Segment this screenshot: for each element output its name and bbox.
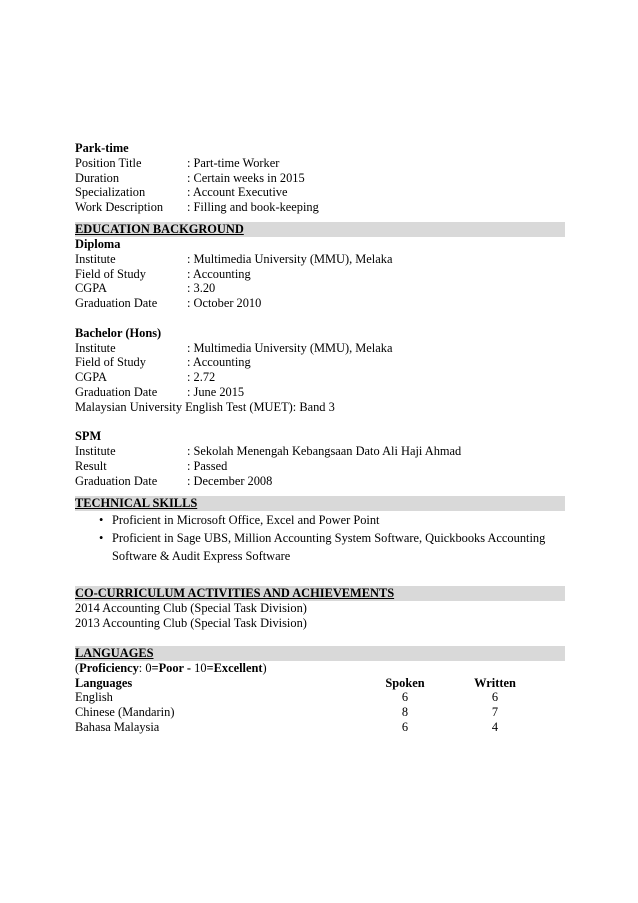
parttime-heading: Park-time xyxy=(75,141,129,155)
row-value: : June 2015 xyxy=(187,384,245,399)
header-written: Written xyxy=(474,675,516,690)
row-label: Field of Study xyxy=(75,266,146,281)
row-label: Institute xyxy=(75,444,116,459)
row-label: Graduation Date xyxy=(75,384,158,399)
parttime-row-position xyxy=(75,156,565,171)
row-label: Graduation Date xyxy=(75,473,158,488)
bachelor-row-graduation xyxy=(75,385,565,400)
row-value: : Multimedia University (MMU), Melaka xyxy=(187,251,393,266)
row-label: CGPA xyxy=(75,281,107,296)
language-name: Chinese (Mandarin) xyxy=(75,705,175,720)
row-value: : Accounting xyxy=(187,355,251,370)
row-value: : Passed xyxy=(187,458,228,473)
spm-row-result xyxy=(75,459,565,474)
bachelor-row-cgpa xyxy=(75,370,565,385)
row-value: : Account Executive xyxy=(187,185,288,200)
row-label: Duration xyxy=(75,170,120,185)
row-label: Institute xyxy=(75,340,116,355)
row-value: : Multimedia University (MMU), Melaka xyxy=(187,340,393,355)
row-label: Result xyxy=(75,458,107,473)
row-value: : Part-time Worker xyxy=(187,155,280,170)
row-value: : December 2008 xyxy=(187,473,273,488)
spm-row-graduation xyxy=(75,474,565,489)
header-spoken: Spoken xyxy=(385,675,425,690)
row-value: : Filling and book-keeping xyxy=(187,200,319,215)
parttime-row-description xyxy=(75,200,565,215)
skills-item-continuation: Software & Audit Express Software xyxy=(112,548,291,563)
row-label: Position Title xyxy=(75,155,142,170)
row-value: : Certain weeks in 2015 xyxy=(187,170,305,185)
cocurriculum-section-title: CO-CURRICULUM ACTIVITIES AND ACHIEVEMENTS xyxy=(75,586,565,601)
languages-header-row xyxy=(75,676,565,691)
row-label: Specialization xyxy=(75,185,146,200)
bachelor-heading: Bachelor (Hons) xyxy=(75,325,162,340)
language-spoken: 6 xyxy=(401,690,409,705)
education-section-title: EDUCATION BACKGROUND xyxy=(75,222,565,237)
diploma-heading: Diploma xyxy=(75,236,121,251)
table-row xyxy=(75,720,565,735)
resume-content xyxy=(75,141,565,735)
parttime-row-specialization xyxy=(75,185,565,200)
row-value: : 2.72 xyxy=(187,370,216,385)
language-written: 7 xyxy=(491,705,499,720)
row-value: : Accounting xyxy=(187,266,251,281)
proficiency-legend: (Proficiency: 0=Poor - 10=Excellent) xyxy=(75,660,267,675)
diploma-row-cgpa xyxy=(75,281,565,296)
language-spoken: 6 xyxy=(401,719,409,734)
table-row xyxy=(75,690,565,705)
row-value: : Sekolah Menengah Kebangsaan Dato Ali Haji Ahmad xyxy=(187,444,462,459)
parttime-row-duration xyxy=(75,171,565,186)
diploma-row-field xyxy=(75,267,565,282)
language-spoken: 8 xyxy=(401,705,409,720)
language-name: Bahasa Malaysia xyxy=(75,719,160,734)
list-item: 2014 Accounting Club (Special Task Division) xyxy=(75,601,307,616)
spm-heading: SPM xyxy=(75,429,102,444)
language-written: 6 xyxy=(491,690,499,705)
row-label: CGPA xyxy=(75,370,107,385)
bachelor-row-field xyxy=(75,355,565,370)
muet-line: Malaysian University English Test (MUET): Band 3 xyxy=(75,399,335,414)
language-written: 4 xyxy=(491,719,499,734)
spm-row-institute xyxy=(75,444,565,459)
row-label: Institute xyxy=(75,251,116,266)
row-label: Work Description xyxy=(75,200,164,215)
list-item: • Proficient in Microsoft Office, Excel and Power Point xyxy=(75,511,565,529)
skills-list xyxy=(75,511,565,547)
list-item: 2013 Accounting Club (Special Task Division) xyxy=(75,616,307,631)
table-row xyxy=(75,705,565,720)
row-value: : October 2010 xyxy=(187,296,262,311)
row-value: : 3.20 xyxy=(187,281,216,296)
diploma-row-graduation xyxy=(75,296,565,311)
skills-section-title: TECHNICAL SKILLS xyxy=(75,496,565,511)
languages-section-title: LANGUAGES xyxy=(75,646,565,661)
row-label: Graduation Date xyxy=(75,296,158,311)
diploma-row-institute xyxy=(75,252,565,267)
list-item: • Proficient in Sage UBS, Million Accounting System Software, Quickbooks Accounting xyxy=(75,529,565,547)
bachelor-row-institute xyxy=(75,341,565,356)
header-languages: Languages xyxy=(75,675,133,690)
language-name: English xyxy=(75,690,113,705)
row-label: Field of Study xyxy=(75,355,146,370)
